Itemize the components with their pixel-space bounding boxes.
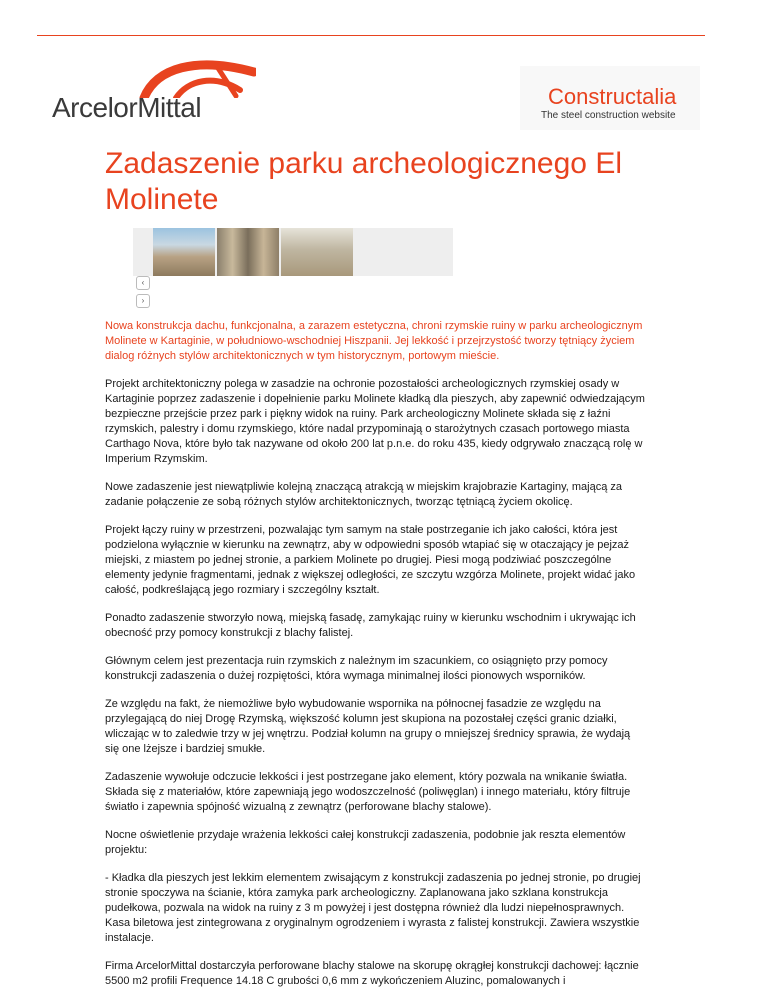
- constructalia-name: Constructalia: [548, 84, 677, 109]
- article-paragraph: Projekt łączy ruiny w przestrzeni, pozwalając tym samym na stałe postrzeganie ich jako całości, która jest podzielona wyłącznie w kierunku na zewnątrz, aby w odpowiedni sposób wtapiać się w otaczający je pejzaż miejski, z miastem po jednej stronie, a parkiem Molinete po drugiej. Piesi mogą podziwiać poszczególne elementy jedynie fragmentami, jednak z większej odległości, ze szczytu wzgórza Molinete, projekt widać jako całość, podkreślającą jego rozmiary i szczególny kształt.: [105, 524, 636, 596]
- chevron-right-icon: ›: [141, 296, 145, 305]
- article-paragraph: Firma ArcelorMittal dostarczyła perforowane blachy stalowe na skorupę okrągłej konstrukcji dachowej: łącznie 5500 m2 profili Frequence 14.18 C grubości 0,6 mm z wykończeniem Aluzinc, pomalowanych i: [105, 960, 639, 987]
- arcelormittal-logo[interactable]: [52, 54, 222, 124]
- top-divider: [37, 35, 705, 36]
- article-paragraph: Nowe zadaszenie jest niewątpliwie kolejną znaczącą atrakcją w miejskim krajobrazie Kartaginy, mającą za zadanie połączenie ze sobą różnych stylów architektonicznych, tworząc tętniącą życiem okolicę.: [105, 481, 623, 508]
- article-paragraph: Ponadto zadaszenie stworzyło nową, miejską fasadę, zamykając ruiny w kierunku wschodnim i ukrywając ich obecność przy pomocy konstrukcji z blachy falistej.: [105, 612, 636, 639]
- article-paragraph: Zadaszenie wywołuje odczucie lekkości i jest postrzegane jako element, który pozwala na wnikanie światła. Składa się z materiałów, które zapewniają jego wodoszczelność (poliwęglan) i innego materiału, który filtruje światło i zapewnia spójność wizualną z zewnątrz (perforowane blachy stalowe).: [105, 771, 631, 813]
- article-paragraph: Głównym celem jest prezentacja ruin rzymskich z należnym im szacunkiem, co osiągnięto przy pomocy konstrukcji zadaszenia o dużej rozpiętości, która wymaga minimalnej ilości pionowych wsporników.: [105, 655, 608, 682]
- article-lead: Nowa konstrukcja dachu, funkcjonalna, a zarazem estetyczna, chroni rzymskie ruiny w parku archeologicznym Molinete w Kartaginie, w południowo-wschodniej Hiszpanii. Jej lekkość i przejrzystość tworzy tętniący życiem dialog różnych stylów architektonicznych w tym historycznym, portowym mieście.: [105, 320, 643, 362]
- gallery-thumbnail[interactable]: [153, 228, 215, 276]
- article-paragraph: - Kładka dla pieszych jest lekkim elementem zwisającym z konstrukcji zadaszenia po jednej stronie, po drugiej stronie spoczywa na ścianie, która zamyka park archeologiczny. Zaplanowana jako szklana konstrukcja pudełkowa, pozwala na widok na ruiny z 3 m powyżej i jest dostępna również dla ludzi niepełnosprawnych. Kasa biletowa jest zintegrowana z oryginalnym ogrodzeniem i wyrasta z falistej konstrukcji. Zawiera wszystkie instalacje.: [105, 872, 641, 944]
- article-body: [105, 319, 645, 1002]
- gallery-next-button[interactable]: [136, 294, 150, 308]
- chevron-left-icon: ‹: [141, 278, 145, 287]
- arcelormittal-wordmark: ArcelorMittal: [52, 92, 202, 123]
- constructalia-logo[interactable]: [520, 66, 700, 130]
- gallery-prev-button[interactable]: [136, 276, 150, 290]
- gallery-thumbnail[interactable]: [217, 228, 279, 276]
- image-gallery: [133, 228, 453, 276]
- constructalia-tagline: The steel construction website: [541, 110, 676, 121]
- page-title: Zadaszenie parku archeologicznego El Molinete: [105, 147, 622, 216]
- article-paragraph: Ze względu na fakt, że niemożliwe było wybudowanie wspornika na północnej fasadzie ze względu na przylegającą do niej Drogę Rzymską, większość kolumn jest skupiona na pozostałej części granic działki, wliczając w to zaledwie trzy w jej wnętrzu. Podział kolumn na grupy o mniejszej średnicy sprawia, że wydają się one lżejsze i bardziej smukłe.: [105, 698, 631, 755]
- article-paragraph: Projekt architektoniczny polega w zasadzie na ochronie pozostałości archeologicznych rzymskiej osady w Kartaginie poprzez zadaszenie i dopełnienie parku Molinete kładką dla pieszych, aby zapewnić odwiedzającym bezpieczne przejście przez park i piękny widok na ruiny. Park archeologiczny Molinete składa się z łaźni rzymskich, palestry i domu rzymskiego, które nadal przypominają o starożytnych czasach portowego miasta Carthago Nova, które było tak nazywane od około 200 lat p.n.e. do roku 435, kiedy odgrywało znaczącą rolę w Imperium Rzymskim.: [105, 378, 645, 465]
- gallery-thumbnail[interactable]: [281, 228, 353, 276]
- article-paragraph: Nocne oświetlenie przydaje wrażenia lekkości całej konstrukcji zadaszenia, podobnie jak reszta elementów projektu:: [105, 829, 626, 856]
